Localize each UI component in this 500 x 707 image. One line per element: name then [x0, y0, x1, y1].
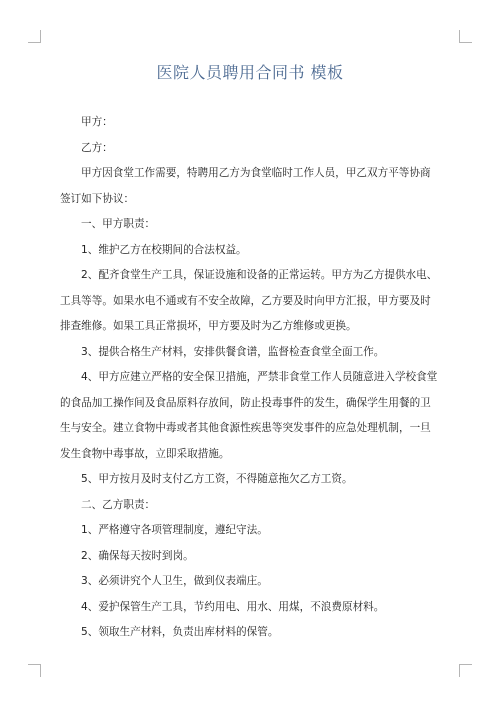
section-b-item-2: 2、确保每天按时到岗。	[81, 549, 194, 562]
crop-mark-top-left	[28, 30, 41, 43]
section-b-item-1: 1、严格遵守各项管理制度，遵纪守法。	[81, 524, 268, 536]
crop-mark-bottom-left	[28, 664, 41, 677]
crop-mark-top-right	[459, 30, 472, 43]
section-a-item-2: 2、配齐食堂生产工具，保证设施和设备的正常运转。甲方为乙方提供水电、工具等等。如果水电不通或有不安全故障，乙方要及时向甲方汇报，甲方要及时排查维修。如果工具正常损坏，甲方要及时为乙方维修或更换。	[60, 269, 438, 332]
party-a-line: 甲方：	[81, 116, 113, 128]
document-title: 医院人员聘用合同书 模板	[156, 63, 344, 82]
section-a-item-4: 4、甲方应建立严格的安全保卫措施，严禁非食堂工作人员随意进入学校食堂的食品加工操作间及食品原料存放间，防止投毒事件的发生，确保学生用餐的卫生与安全。建立食物中毒或者其他食源性疾患等突发事件的应急处理机制，一旦发生食物中毒事故，立即采取措施。	[60, 371, 438, 460]
section-a-item-5: 5、甲方按月及时支付乙方工资，不得随意拖欠乙方工资。	[81, 473, 353, 485]
party-b-line: 乙方：	[81, 141, 113, 154]
section-b-heading: 二、乙方职责：	[81, 498, 156, 511]
section-b-item-3: 3、必须讲究个人卫生，做到仪表端庄。	[81, 575, 268, 587]
section-a-heading: 一、甲方职责：	[81, 218, 156, 230]
section-b-item-4: 4、爱护保管生产工具，节约用电、用水、用煤，不浪费原材料。	[81, 600, 385, 613]
crop-mark-bottom-right	[459, 664, 472, 677]
section-a-item-3: 3、提供合格生产材料，安排供餐食谱，监督检查食堂全面工作。	[81, 345, 385, 358]
document-body	[60, 110, 440, 646]
section-b-item-5: 5、领取生产材料，负责出库材料的保管。	[81, 626, 279, 638]
section-a-item-1: 1、维护乙方在校期间的合法权益。	[81, 243, 247, 256]
intro-paragraph: 甲方因食堂工作需要，特聘用乙方为食堂临时工作人员，甲乙双方平等协商签订如下协议：	[60, 167, 431, 205]
